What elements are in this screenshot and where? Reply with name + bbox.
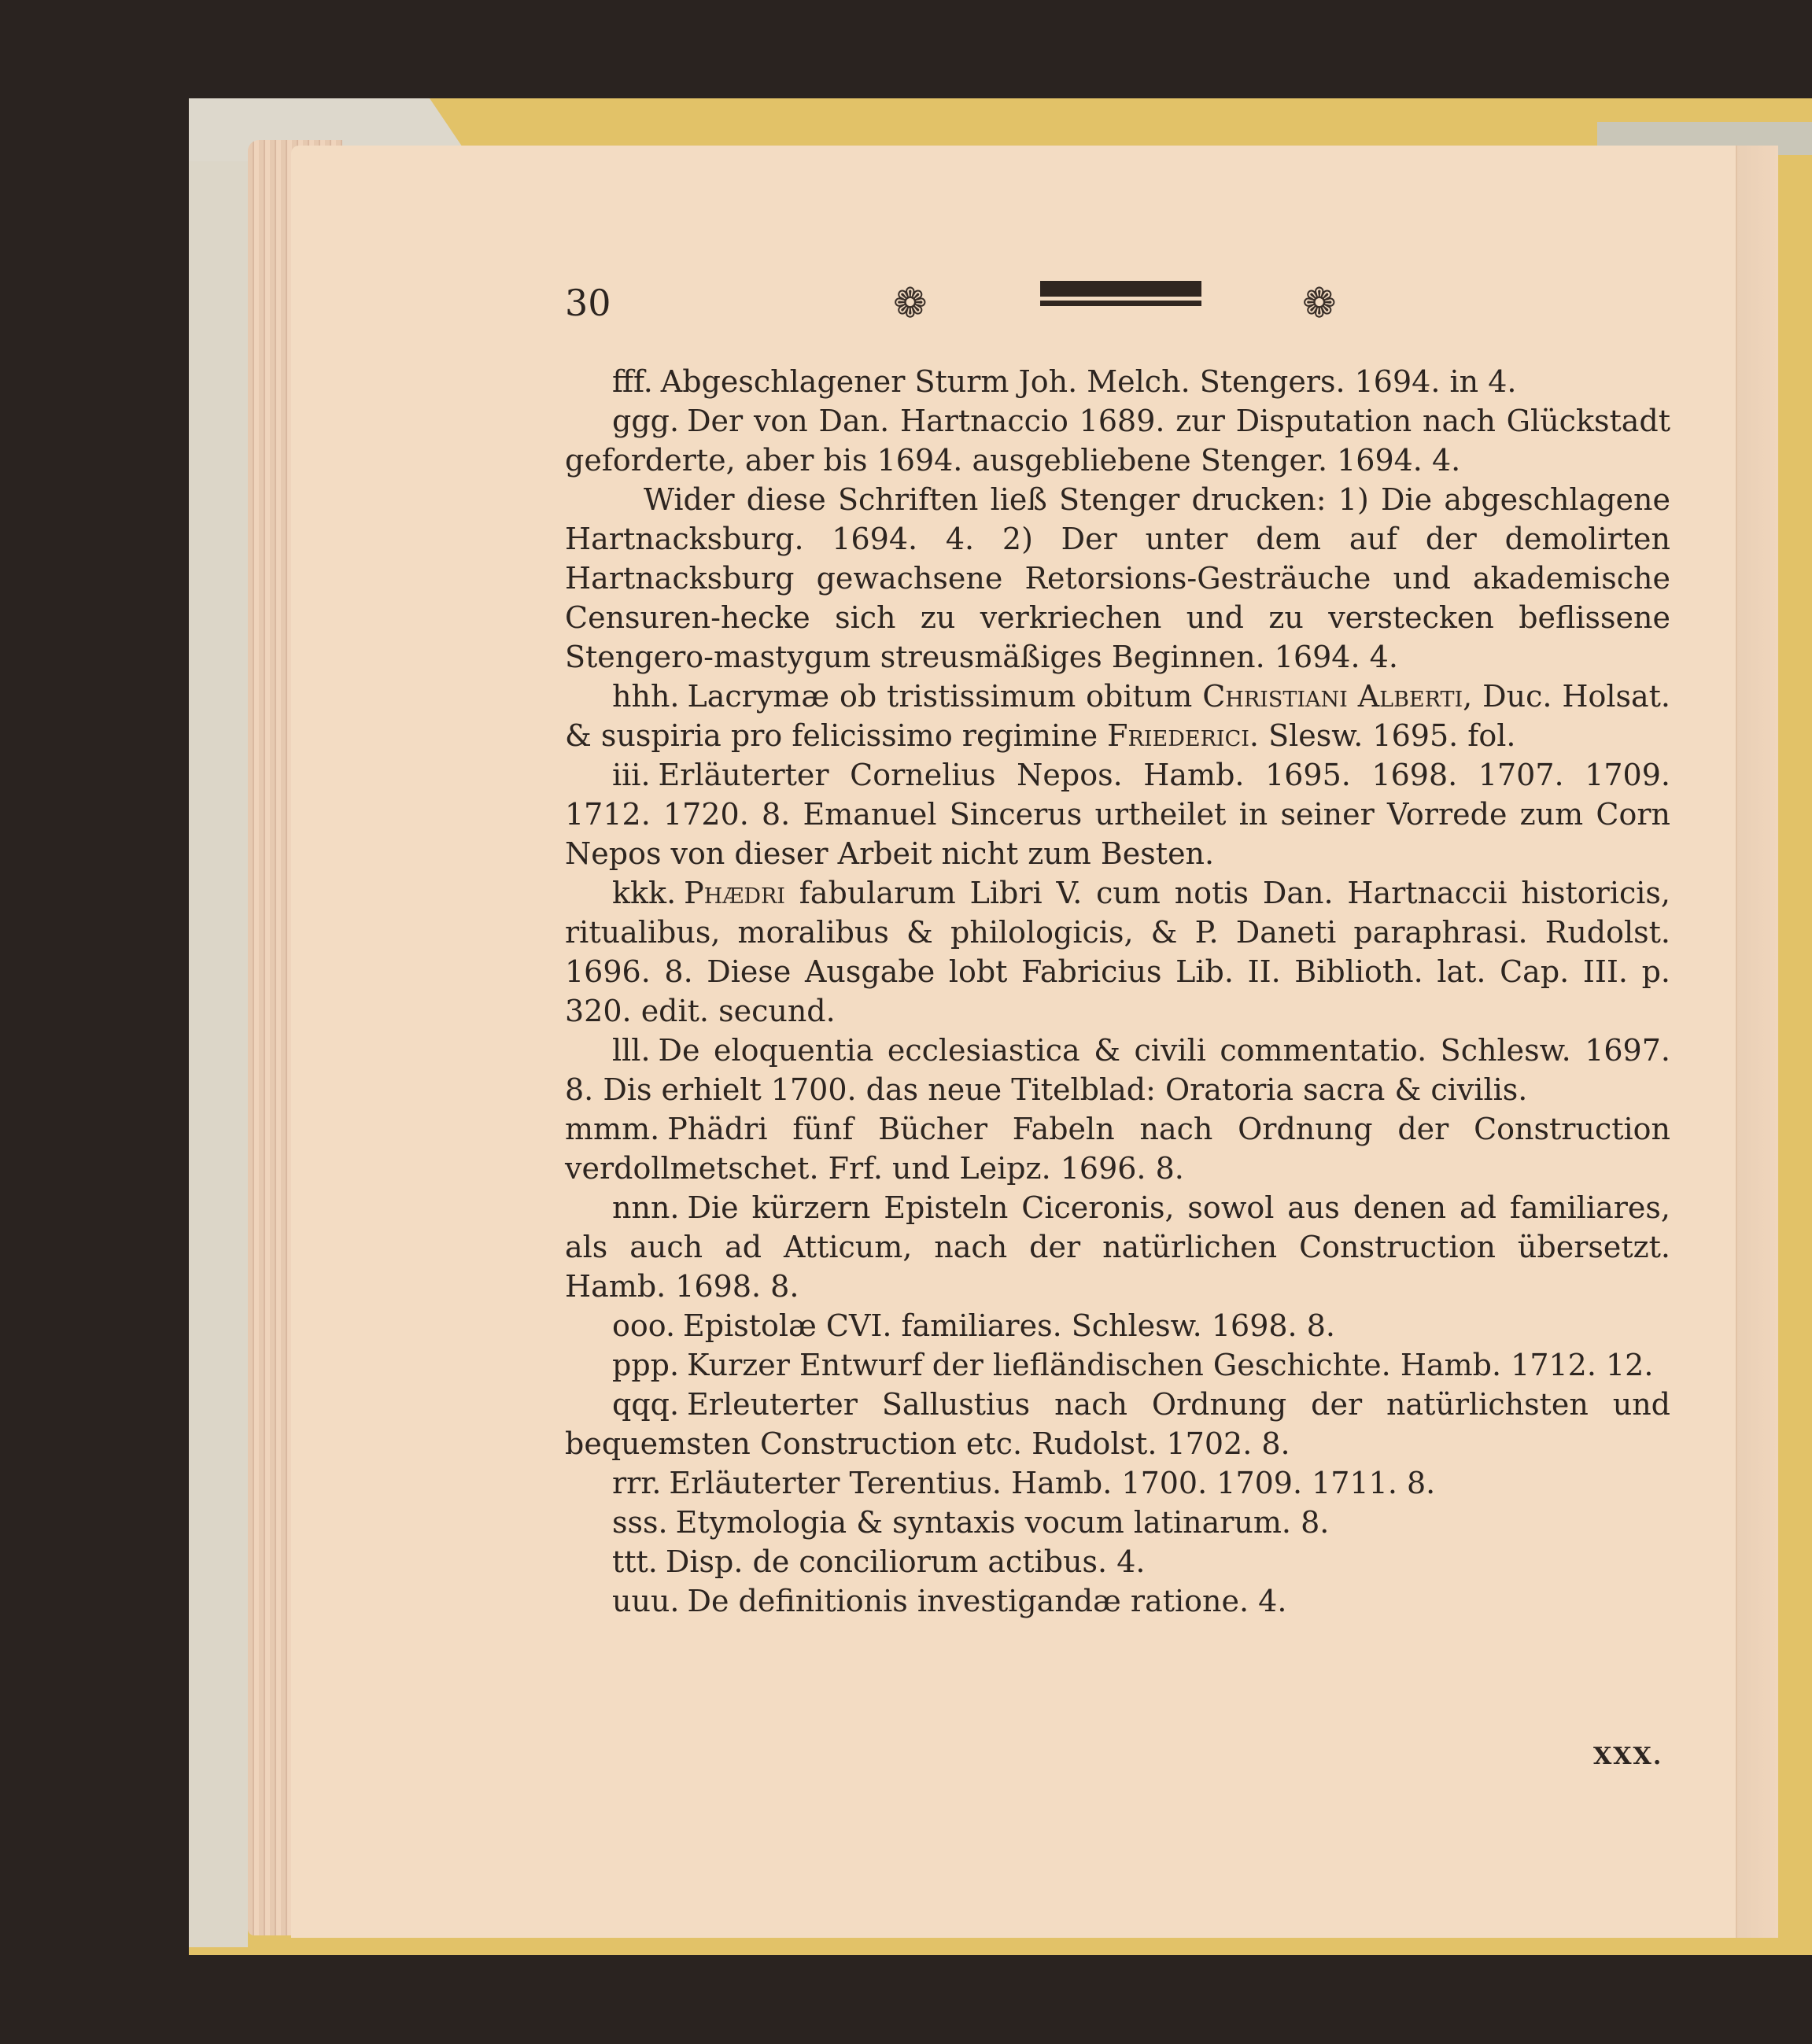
entry-label: kkk.: [612, 876, 677, 910]
entry-text: Disp. de conciliorum actibus. 4.: [665, 1544, 1146, 1579]
entry-text: Die kürzern Episteln Ciceronis, sowol aus denen ad familiares, als auch ad Atticum, nach der natürlichen Construction übersetzt. Hamb. 1698. 8.: [565, 1190, 1670, 1304]
entry-text: fabularum Libri V. cum notis Dan. Hartnaccii historicis, ritualibus, moralibus & philologicis, & P. Daneti paraphrasi. Rudolst. 1696. 8. Diese Ausgabe lobt Fabricius Lib. II. Biblioth. lat. Cap. III. p. 320. edit. secund.: [565, 876, 1670, 1028]
entry-label: nnn.: [612, 1190, 680, 1225]
entry-label: ttt.: [612, 1544, 658, 1579]
entry-hhh: [565, 677, 1670, 755]
rosette-ornament-icon: ❁: [1302, 280, 1337, 327]
entry-text: Wider diese Schriften ließ Stenger drucken: 1) Die abgeschlagene Hartnacksburg. 1694. 4. 2) Der unter dem auf der demolirten Hartnacksburg gewachsene Retorsions-Gesträuche und akademische Censuren-hecke sich zu verkriechen und zu verstecken beflissene Stengero-mastygum streusmäßiges Beginnen. 1694. 4.: [565, 482, 1670, 674]
entry-label: iii.: [612, 758, 651, 792]
entry-label: hhh.: [612, 679, 680, 714]
entry-text: Epistolæ CVI. familiares. Schlesw. 1698. 8.: [683, 1308, 1335, 1343]
entry-text: Erleuterter Sallustius nach Ordnung der natürlichsten und bequemsten Construction etc. Rudolst. 1702. 8.: [565, 1387, 1670, 1461]
entry-kkk: [565, 873, 1670, 1031]
entry-sss: [565, 1503, 1670, 1542]
entry-text: Erläuterter Cornelius Nepos. Hamb. 1695. 1698. 1707. 1709. 1712. 1720. 8. Emanuel Sincerus urtheilet in seiner Vorrede zum Corn Nepos von dieser Arbeit nicht zum Besten.: [565, 758, 1670, 871]
spine-tape: [189, 98, 248, 1947]
entry-text: De eloquentia ecclesiastica & civili commentatio. Schlesw. 1697. 8. Dis erhielt 1700. das neue Titelblad: Oratoria sacra & civilis.: [565, 1033, 1670, 1107]
signature-mark: XXX.: [1593, 1743, 1663, 1770]
entry-text: Lacrymæ ob tristissimum obitum: [687, 679, 1203, 714]
entry-name-smallcaps: Phædri: [684, 876, 785, 910]
entry-ttt: [565, 1542, 1670, 1581]
entry-text: Kurzer Entwurf der liefländischen Geschichte. Hamb. 1712. 12.: [687, 1348, 1654, 1382]
entry-text: . Slesw. 1695. fol.: [1249, 718, 1516, 753]
entry-text: Abgeschlagener Sturm Joh. Melch. Stengers. 1694. in 4.: [660, 364, 1517, 399]
entry-label: sss.: [612, 1505, 668, 1540]
entry-qqq: [565, 1385, 1670, 1463]
entry-label: lll.: [612, 1033, 651, 1068]
entry-label: ppp.: [612, 1348, 680, 1382]
entry-label: ggg.: [612, 404, 680, 438]
entry-uuu: [565, 1581, 1670, 1621]
entry-ooo: [565, 1306, 1670, 1345]
entry-text: De definitionis investigandæ ratione. 4.: [687, 1584, 1287, 1618]
entry-mmm: [565, 1109, 1670, 1188]
entry-lll: [565, 1031, 1670, 1109]
entry-label: rrr.: [612, 1466, 662, 1500]
entry-ppp: [565, 1345, 1670, 1385]
entry-name-smallcaps: Christiani Alberti: [1202, 679, 1463, 714]
page-number: 30: [565, 282, 611, 324]
rosette-ornament-icon: ❁: [893, 280, 928, 327]
entry-note-stenger: [565, 480, 1670, 677]
entry-label: qqq.: [612, 1387, 680, 1422]
entry-label: fff.: [612, 364, 653, 399]
header-rule-thin: [1040, 301, 1201, 306]
entry-text: Etymologia & syntaxis vocum latinarum. 8.: [675, 1505, 1330, 1540]
entry-iii: [565, 755, 1670, 873]
entry-text: , Duc. Holsat. & suspiria pro felicissimo regimine: [565, 679, 1671, 753]
entry-name-smallcaps: Friederici: [1107, 718, 1249, 753]
entry-text: Phädri fünf Bücher Fabeln nach Ordnung der Construction verdollmetschet. Frf. und Leipz. 1696. 8.: [565, 1112, 1670, 1186]
entry-nnn: [565, 1188, 1670, 1306]
entry-label: uuu.: [612, 1584, 680, 1618]
entry-rrr: [565, 1463, 1670, 1503]
entry-text: Der von Dan. Hartnaccio 1689. zur Disputation nach Glückstadt geforderte, aber bis 1694. ausgebliebene Stenger. 1694. 4.: [565, 404, 1670, 478]
entry-ggg: [565, 401, 1670, 480]
header-rule-thick: [1040, 281, 1201, 297]
entry-label: mmm.: [565, 1112, 660, 1146]
entry-text: Erläuterter Terentius. Hamb. 1700. 1709. 1711. 8.: [669, 1466, 1436, 1500]
entry-label: ooo.: [612, 1308, 676, 1343]
bibliography-text: [565, 362, 1670, 1621]
entry-fff: [565, 362, 1670, 401]
